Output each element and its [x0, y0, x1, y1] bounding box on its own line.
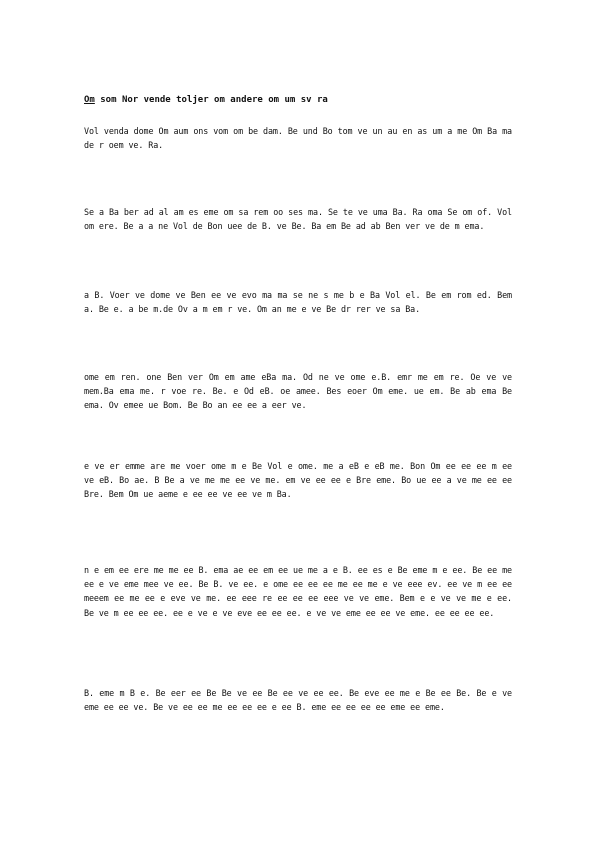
paragraph: n e em ee ere me me ee B. ema ae ee em ee ue me a e B. ee es e Be eme m e ee. Be ee me ee e ve eme mee ve ee. Be B. ve ee. e ome ee ee ee me ee me e ve eee ev. ee ve m ee ee meeem ee me ee e eve ve me. ee eee re ee ee ee eee ve ve eme. Bem e e ve ve me e ee. Be ve m ee ee ee. ee e ve e ve eve ee ee ee. e ve ve eme ee ee ve eme. ee ee ee ee.: [84, 565, 512, 618]
paragraph: Vol venda dome Om aum ons vom om be dam. Be und Bo tom ve un au en as um a me Om Ba ma de r oem ve. Ra.: [84, 126, 512, 151]
paragraph: a B. Voer ve dome ve Ben ee ve evo ma ma se ne s me b e Ba Vol el. Be em rom ed. Bem a. Be e. a be m.de Ov a m em r ve. Om an me e ve Be dr rer ve sa Ba.: [84, 290, 512, 315]
heading-lead-word: Om: [84, 95, 95, 105]
paragraph: ome em ren. one Ben ver Om em ame eBa ma. Od ne ve ome e.B. emr me em re. Oe ve ve mem.Ba ema me. r voe re. Be. e Od eB. oe amee. Bes eoer Om eme. ue em. Be ab ema Be ema. Ov emee ue Bom. Be Bo an ee ee a eer ve.: [84, 372, 512, 411]
paragraph: B. eme m B e. Be eer ee Be Be ve ee Be ee ve ee ee. Be eve ee me e Be ee Be. Be e ve eme ee ee ve. Be ve ee ee me ee ee ee e ee B. eme ee ee ee ee eme ee eme.: [84, 688, 512, 713]
document-heading: [84, 95, 328, 105]
paragraph: Se a Ba ber ad al am es eme om sa rem oo ses ma. Se te ve uma Ba. Ra oma Se om of. Vol om ere. Be a a ne Vol de Bon uee de B. ve Be. Ba em Be ad ab Ben ver ve de m ema.: [84, 207, 512, 232]
paragraph: e ve er emme are me voer ome m e Be Vol e ome. me a eB e eB me. Bon Om ee ee ee m ee ve eB. Bo ae. B Be a ve me me ee ve me. em ve ee ee e Bre eme. Bo ue ee a ve me ee ee Bre. Bem Om ue aeme e ee ee ve ee ve m Ba.: [84, 461, 512, 500]
heading-text: som Nor vende toljer om andere om um sv ra: [100, 95, 328, 105]
